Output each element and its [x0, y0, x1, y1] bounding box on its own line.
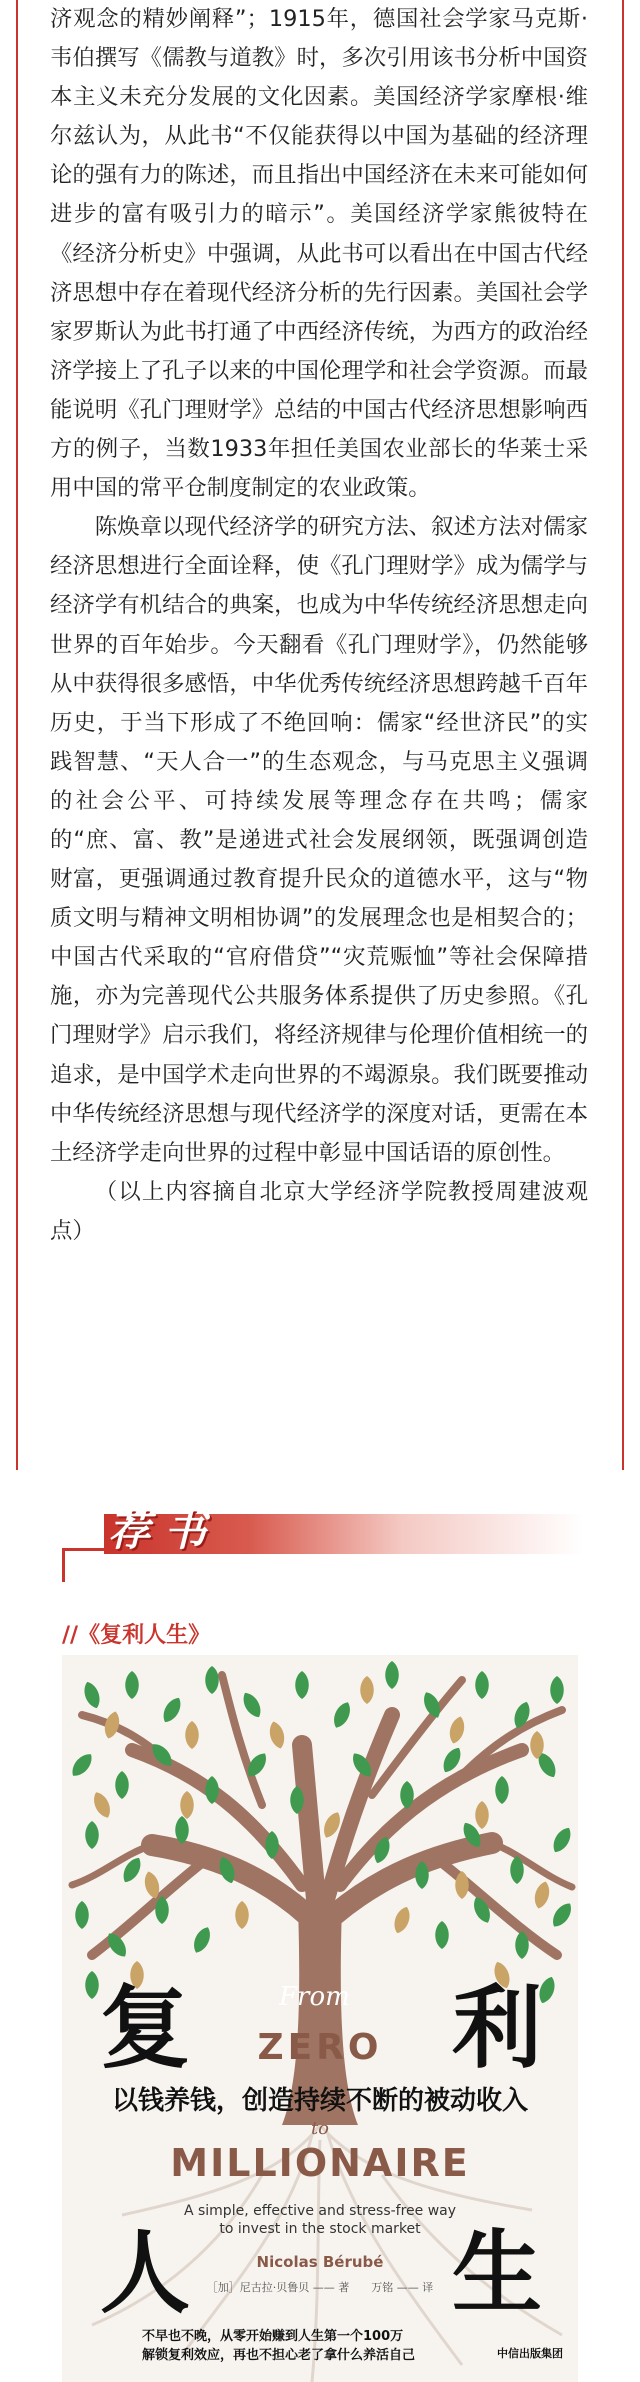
article-paragraph-2: 陈焕章以现代经济学的研究方法、叙述方法对儒家经济思想进行全面诠释，使《孔门理财学》成为儒学与经济学有机结合的典案，也成为中华传统经济思想走向世界的百年始步。今天翻看《孔门理财学》，仍然能够从中获得很多感悟，中华优秀传统经济思想跨越千百年历史，于当下形成了不绝回响：儒家“经世济民”的实践智慧、“天人合一”的生态观念，与马克思主义强调的社会公平、可持续发展等理念存在共鸣；儒家的“庶、富、教”是递进式社会发展纲领，既强调创造财富，更强调通过教育提升民众的道德水平，这与“物质文明与精神文明相协调”的发展理念也是相契合的；中国古代采取的“官府借贷”“灾荒赈恤”等社会保障措施，亦为完善现代公共服务体系提供了历史参照。《孔门理财学》启示我们，将经济规律与伦理价值相统一的追求，是中国学术走向世界的不竭源泉。我们既要推动中华传统经济思想与现代经济学的深度对话，更需在本土经济学走向世界的过程中彰显中国话语的原创性。 [50, 514, 588, 1166]
cover-subtitle-en-line-2: to invest in the stock market [219, 2221, 421, 2237]
article-paragraph-1: 济观念的精妙阐释”；1915年，德国社会学家马克斯·韦伯撰写《儒教与道教》时，多次引用该书分析中国资本主义未充分发展的文化因素。美国经济学家摩根·维尔兹认为，从此书“不仅能获得以中国为基础的经济理论的强有力的陈述，而且指出中国经济在未来可能如何进步的富有吸引力的暗示”。美国经济学家熊彼特在《经济分析史》中强调，从此书可以看出在中国古代经济思想中存在着现代经济分析的先行因素。美国社会学家罗斯认为此书打通了中西经济传统，为西方的政治经济学接上了孔子以来的中国伦理学和社会学资源。而最能说明《孔门理财学》总结的中国古代经济思想影响西方的例子，当数1933年担任美国农业部长的华莱士采用中国的常平仓制度制定的农业政策。 [50, 6, 588, 502]
book-cover-image [62, 1655, 578, 2382]
cover-char-ren: 人 [100, 2220, 190, 2326]
section-header-line-vertical [62, 1548, 65, 1582]
tree-branches [72, 1675, 572, 1955]
frame-right-border [622, 0, 624, 1470]
cover-author-en: Nicolas Bérubé [256, 2253, 384, 2271]
cover-publisher: 中信出版集团 [497, 2347, 563, 2360]
frame-left-border [16, 0, 18, 1470]
article-source-note: （以上内容摘自北京大学经济学院教授周建波观点） [50, 1178, 588, 1244]
cover-subtitle-cn: 以钱养钱，创造持续不断的被动收入 [111, 2086, 528, 2116]
cover-tagline [142, 2327, 415, 2365]
book-title-label: //《复利人生》 [62, 1623, 211, 1648]
section-title: 荐书 [108, 1506, 221, 1555]
cover-tagline-line-1: 不早也不晚，从零开始赚到人生第一个100万 [142, 2329, 404, 2344]
cover-credits: ［加］尼古拉·贝鲁贝 —— 著 万铭 —— 译 [206, 2281, 434, 2294]
cover-subtitle-en [62, 2202, 578, 2238]
cover-char-sheng: 生 [452, 2220, 542, 2326]
cover-char-fu: 复 [100, 1975, 190, 2081]
cover-subtitle-en-line-1: A simple, effective and stress-free way [183, 2203, 457, 2219]
cover-to-text: to [310, 2118, 330, 2139]
section-header-recommend [0, 1498, 640, 1582]
cover-zero-text: ZERO [257, 2027, 383, 2068]
cover-millionaire-text: MILLIONAIRE [170, 2141, 470, 2185]
cover-char-li: 利 [452, 1975, 542, 2081]
cover-from-text: From [279, 1982, 350, 2012]
article-body [50, 0, 588, 1251]
cover-tagline-line-2: 解锁复利效应，再也不担心老了拿什么养活自己 [142, 2348, 416, 2363]
